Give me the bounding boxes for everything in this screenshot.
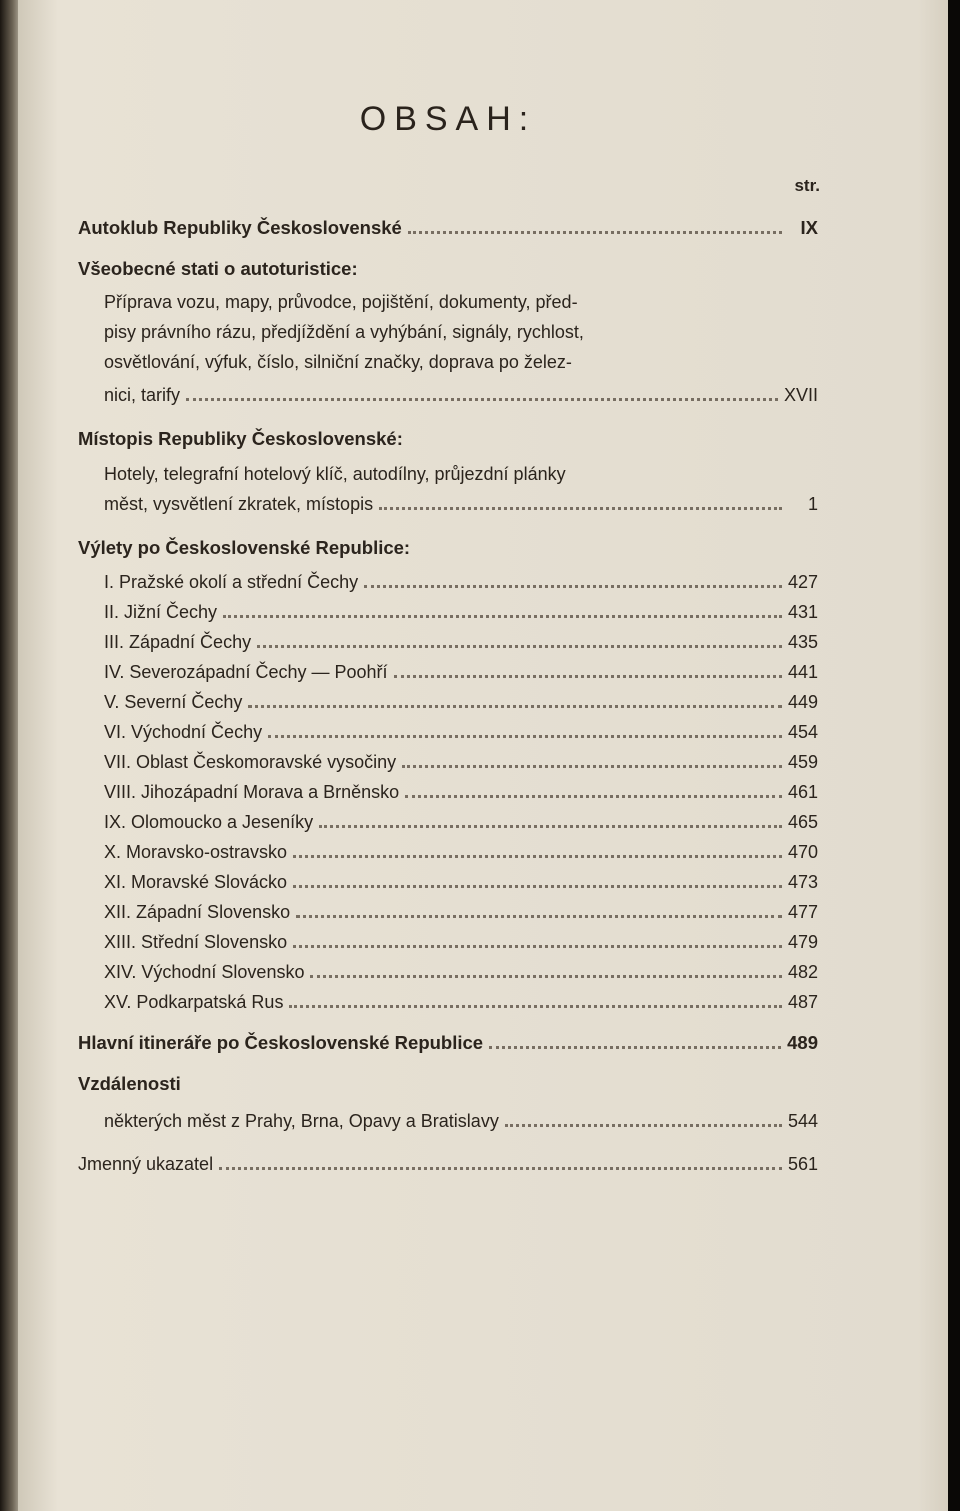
toc-entry-label: XIII. Střední Slovensko [104,932,288,953]
section-description-vseobecne [104,287,584,377]
leader-dots [505,1110,782,1127]
leader-dots [293,841,782,858]
toc-entry-vylet[interactable] [104,571,818,593]
toc-entry-label: IX. Olomoucko a Jeseníky [104,812,314,833]
toc-entry-page: IX [800,216,818,238]
toc-entry-vzdalenosti[interactable] [104,1110,818,1132]
description-line: osvětlování, výfuk, číslo, silniční značky, doprava po želez- [104,352,572,372]
toc-entry-vylet[interactable] [104,661,818,683]
toc-entry-label: XV. Podkarpatská Rus [104,992,284,1013]
toc-entry-page: 482 [787,962,818,983]
leader-dots [296,901,782,918]
leader-dots [402,751,782,768]
description-line: Hotely, telegrafní hotelový klíč, autodílny, průjezdní plánky [104,464,566,484]
leader-dots [379,493,782,510]
description-line: pisy právního rázu, předjíždění a vyhýbání, signály, rychlost, [104,322,584,342]
description-line: Příprava vozu, mapy, průvodce, pojištění, dokumenty, před- [104,292,578,312]
section-description-mistopis [104,459,566,489]
toc-entry-page: 441 [787,662,818,683]
toc-entry-page: 435 [787,632,818,653]
toc-entry-vylet[interactable] [104,721,818,743]
toc-entry-label: I. Pražské okolí a střední Čechy [104,572,359,593]
toc-entry-vylet[interactable] [104,961,818,983]
toc-entry-page: 479 [787,932,818,953]
toc-entry-label: Jmenný ukazatel [78,1154,214,1175]
leader-dots [293,871,782,888]
book-spine-edge [0,0,18,1511]
toc-entry-label: X. Moravsko-ostravsko [104,842,288,863]
leader-dots [293,931,782,948]
section-heading-vseobecne: Všeobecné stati o autoturistice: [78,258,358,279]
page-title: OBSAH: [359,100,537,138]
toc-entry-label: některých měst z Prahy, Brna, Opavy a Bratislavy [104,1111,499,1132]
toc-entry-page: 487 [787,992,818,1013]
toc-entry-label: VII. Oblast Českomoravské vysočiny [104,752,397,773]
toc-entry-label: měst, vysvětlení zkratek, místopis [104,494,374,515]
toc-entry-label: III. Západní Čechy [104,632,252,653]
leader-dots [248,691,782,708]
toc-entry-page: 544 [787,1111,818,1132]
leader-dots [223,601,782,618]
toc-entry-page: 489 [787,1031,818,1053]
leader-dots [394,661,782,678]
leader-dots [219,1153,782,1170]
toc-entry-page: 449 [787,692,818,713]
toc-entry-vylet[interactable] [104,901,818,923]
leader-dots [186,384,778,401]
toc-entry-autoklub[interactable] [78,216,818,239]
leader-dots [268,721,782,738]
book-page [18,0,948,1511]
toc-entry-page: 477 [787,902,818,923]
toc-entry-vylet[interactable] [104,931,818,953]
toc-entry-label: XI. Moravské Slovácko [104,872,288,893]
toc-entry-page: XVII [783,385,818,406]
toc-entry-page: 465 [787,812,818,833]
toc-entry-page: 454 [787,722,818,743]
toc-entry-vylet[interactable] [104,751,818,773]
leader-dots [257,631,782,648]
leader-dots [364,571,782,588]
leader-dots [289,991,782,1008]
toc-entry-vylet[interactable] [104,841,818,863]
toc-entry-label: V. Severní Čechy [104,692,243,713]
toc-entry-vylet[interactable] [104,811,818,833]
toc-entry-label: XII. Západní Slovensko [104,902,291,923]
toc-entry-label: Hlavní itineráře po Československé Republice [78,1031,484,1053]
toc-entry-label: IV. Severozápadní Čechy — Poohří [104,662,388,683]
toc-entry-vylet[interactable] [104,781,818,803]
toc-entry-label: VI. Východní Čechy [104,722,263,743]
toc-entry-page: 461 [787,782,818,803]
section-heading-vylety: Výlety po Československé Republice: [78,537,411,558]
toc-entry-label: nici, tarify [104,385,181,406]
toc-entry-ukazatel[interactable] [78,1153,818,1175]
section-heading-vzdalenosti: Vzdálenosti [78,1073,181,1094]
toc-entry-vylet[interactable] [104,631,818,653]
leader-dots [319,811,782,828]
toc-entry-page: 459 [787,752,818,773]
toc-entry-label: XIV. Východní Slovensko [104,962,305,983]
toc-entry-vseobecne[interactable] [104,384,818,406]
leader-dots [489,1031,781,1049]
toc-entry-mistopis[interactable] [104,493,818,515]
page-column-label: str. [794,176,820,195]
toc-entry-label: II. Jižní Čechy [104,602,218,623]
toc-entry-vylet[interactable] [104,691,818,713]
leader-dots [310,961,781,978]
leader-dots [405,781,782,798]
toc-entry-vylet[interactable] [104,601,818,623]
section-heading-mistopis: Místopis Republiky Československé: [78,428,403,449]
toc-entry-label: VIII. Jihozápadní Morava a Brněnsko [104,782,400,803]
toc-entry-itinerare[interactable] [78,1031,818,1054]
toc-entry-page: 473 [787,872,818,893]
toc-entry-page: 1 [807,494,818,515]
toc-entry-vylet[interactable] [104,991,818,1013]
toc-entry-vylet[interactable] [104,871,818,893]
leader-dots [408,216,782,234]
toc-entry-label: Autoklub Republiky Československé [78,216,402,238]
toc-entry-page: 427 [787,572,818,593]
toc-entry-page: 431 [787,602,818,623]
toc-entry-page: 561 [787,1154,818,1175]
toc-entry-page: 470 [787,842,818,863]
